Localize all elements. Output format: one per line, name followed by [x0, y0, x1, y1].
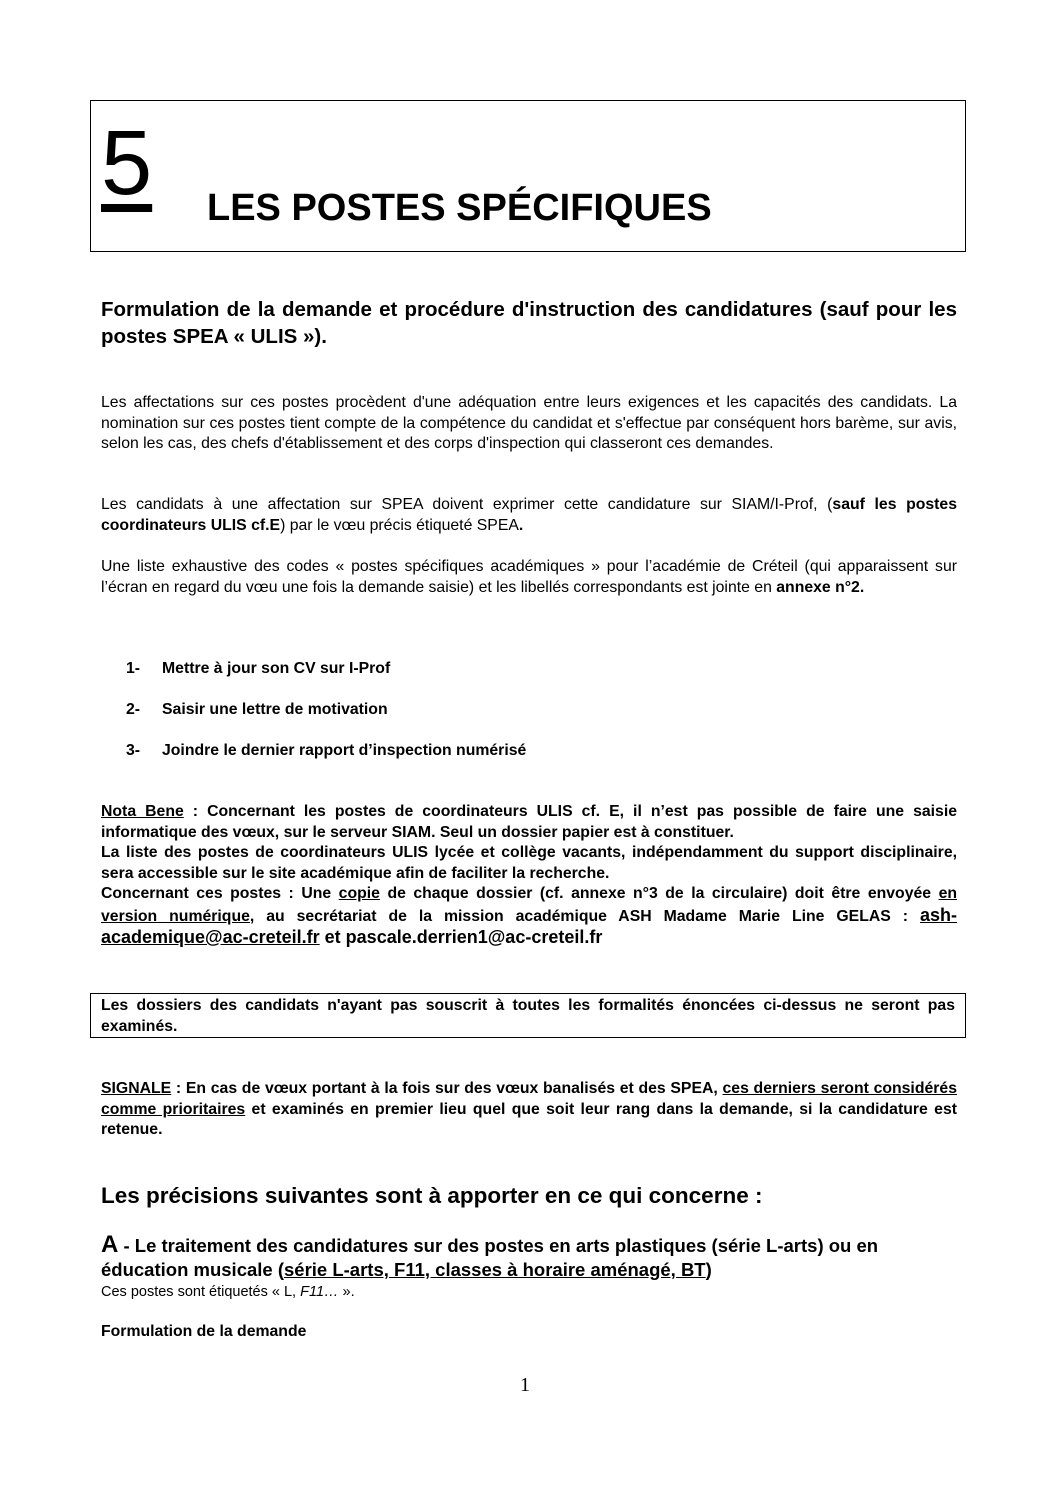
- section-a-subheading: Formulation de la demande: [101, 1323, 307, 1340]
- section-a-heading: A - Le traitement des candidatures sur des postes en arts plastiques (série L-arts) ou en éducation musicale (série L-arts, F11, classes à horaire aménagé, BT): [101, 1231, 879, 1280]
- chapter-title-box: [90, 100, 966, 252]
- section-a-note: Ces postes sont étiquetés « L, F11… ».: [101, 1284, 355, 1300]
- chapter-title: LES POSTES SPÉCIFIQUES: [207, 187, 712, 229]
- annex-reference: annexe n°2.: [776, 578, 865, 596]
- signale-block: SIGNALE : En cas de vœux portant à la fois sur des vœux banalisés et des SPEA, ces derniers seront considérés comme prioritaires et examinés en premier lieu quel que soit leur rang dans la demande, si la candidature est retenue.: [101, 1080, 957, 1138]
- bold-exception: sauf les postes coordinateurs ULIS cf.E: [101, 496, 957, 534]
- paragraph-liste-codes: Une liste exhaustive des codes « postes spécifiques académiques » pour l’académie de Créteil (qui apparaissent sur l’écran en regard du vœu une fois la demande saisie) et les libellés correspondants est jointe en annexe n°2.: [101, 558, 957, 596]
- signale-label: SIGNALE: [101, 1080, 172, 1097]
- chapter-number: 5: [101, 112, 153, 214]
- nota-bene-label: Nota Bene: [101, 803, 184, 820]
- warning-box: Les dossiers des candidats n'ayant pas souscrit à toutes les formalités énoncées ci-dessus ne seront pas examinés.: [90, 993, 966, 1038]
- paragraph-affectations: Les affectations sur ces postes procèdent d'une adéquation entre leurs exigences et les capacités des candidats. La nomination sur ces postes tient compte de la compétence du candidat et s'effectue par conséquent hors barème, sur avis, selon les cas, des chefs d'établissement et des corps d'inspection qui classeront ces demandes.: [101, 394, 957, 452]
- nota-bene-block: Nota Bene : Concernant les postes de coordinateurs ULIS cf. E, il n’est pas possible de faire une saisie informatique des vœux, sur le serveur SIAM. Seul un dossier papier est à constituer. La liste des postes de coordinateurs ULIS lycée et collège vacants, indépendamment du support disciplinaire, sera accessible sur le site académique afin de faciliter la recherche. Concernant ces postes : Une copie de chaque dossier (cf. annexe n°3 de la circulaire) doit être envoyée en version numérique, au secrétariat de la mission académique ASH Madame Marie Line GELAS : ash-academique@ac-creteil.fr et pascale.derrien1@ac-creteil.fr: [101, 803, 958, 947]
- page-number: 1: [520, 1374, 530, 1396]
- section-letter: A: [101, 1231, 119, 1258]
- email-derrien[interactable]: pascale.derrien1@ac-creteil.fr: [345, 927, 603, 947]
- email-link-ash[interactable]: ash-academique@ac-creteil.fr: [101, 904, 957, 947]
- precisions-heading: Les précisions suivantes sont à apporter en ce qui concerne :: [101, 1183, 763, 1208]
- list-item: 3- Joindre le dernier rapport d’inspection numérisé: [126, 742, 527, 759]
- list-item: 1- Mettre à jour son CV sur I-Prof: [126, 660, 391, 677]
- list-item: 2- Saisir une lettre de motivation: [126, 701, 388, 718]
- paragraph-candidats-spea: Les candidats à une affectation sur SPEA doivent exprimer cette candidature sur SIAM/I-Prof, (sauf les postes coordinateurs ULIS cf.E) par le vœu précis étiqueté SPEA.: [101, 496, 957, 534]
- section-heading: Formulation de la demande et procédure d'instruction des candidatures (sauf pour les postes SPEA « ULIS »).: [101, 298, 957, 348]
